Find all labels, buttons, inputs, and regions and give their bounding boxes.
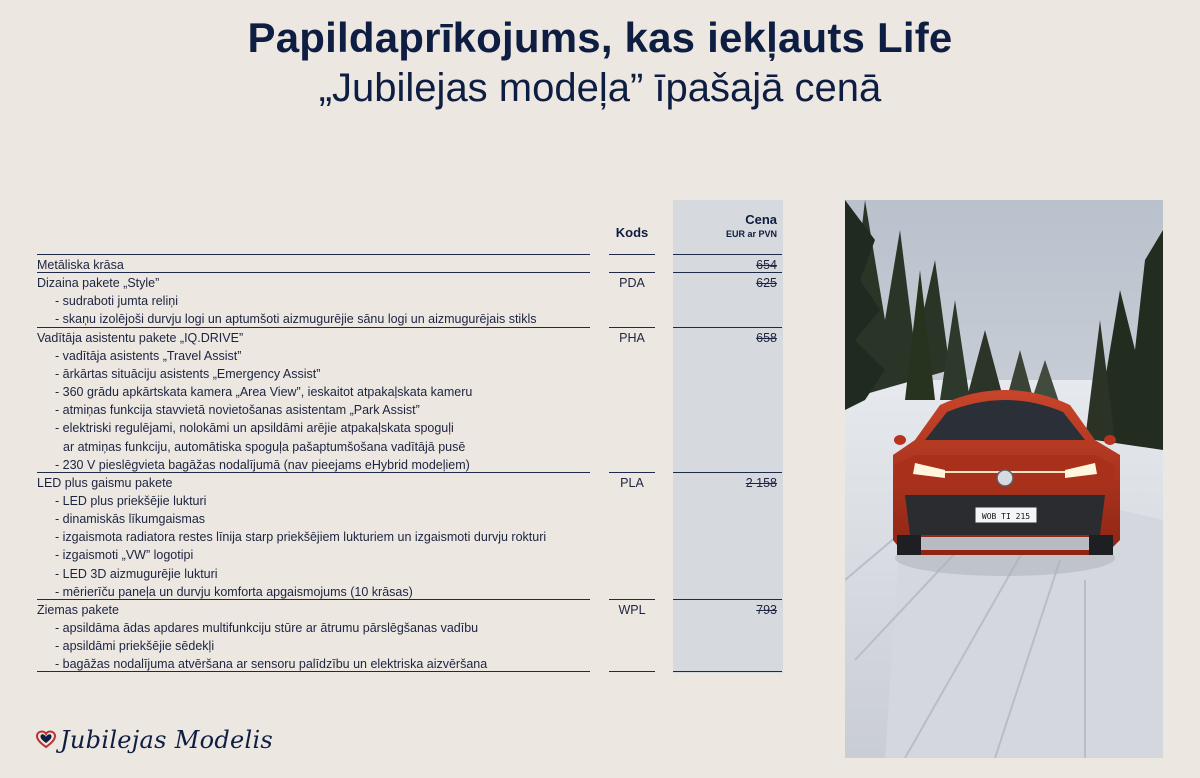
price-divider (673, 254, 782, 255)
option-item-row: - ārkārtas situāciju asistents „Emergency Assist” (55, 366, 321, 381)
price-divider (673, 671, 782, 672)
logo-text: Jubilejas Modelis (60, 726, 274, 754)
option-package-row: Vadītāja asistentu pakete „IQ.DRIVE” (37, 330, 244, 345)
code-divider (609, 254, 655, 255)
page-subtitle: „Jubilejas modeļa” īpašajā cenā (318, 66, 882, 110)
option-package-row: Ziemas pakete (37, 602, 119, 617)
option-price: 625 (756, 276, 777, 291)
option-item-row: - LED 3D aizmugurējie lukturi (55, 566, 218, 581)
option-item-row: - apsildāma ādas apdares multifunkciju stūre ar ātrumu pārslēgšanas vadību (55, 621, 479, 635)
option-item-row: - atmiņas funkcija stavvietā novietošanas asistentam „Park Assist” (55, 403, 420, 418)
code-column-header: Kods (615, 225, 649, 240)
jubilejas-modelis-logo (36, 720, 273, 760)
option-package-row: Dizaina pakete „Style” (37, 276, 160, 291)
heart-icon (36, 730, 56, 750)
option-code: WPL (618, 602, 646, 617)
page-title: Papildaprīkojums, kas iekļauts Life (247, 14, 953, 61)
option-item-row: - 230 V pieslēgvieta bagāžas nodalījumā (nav pieejams eHybrid modeļiem) (55, 457, 470, 472)
option-price: 654 (756, 258, 777, 272)
price-divider (673, 472, 782, 473)
table-divider (37, 254, 590, 255)
price-divider (673, 599, 782, 600)
license-plate-text: WOB TI 215 (981, 512, 1031, 521)
option-item-row: - sudraboti jumta reliņi (55, 294, 178, 309)
option-item-row: - izgaismoti „VW” logotipi (55, 548, 194, 563)
option-package-row: LED plus gaismu pakete (37, 475, 173, 490)
car-photo (845, 200, 1163, 758)
option-price: 793 (756, 602, 777, 617)
price-header-label: Cena (745, 212, 777, 227)
option-item-row: - elektriski regulējami, nolokāmi un apsildāmi arējie atpakaļskata spoguļi (55, 421, 454, 436)
table-divider (37, 472, 590, 473)
option-price: 658 (756, 330, 777, 345)
price-divider (673, 272, 782, 273)
option-item-row: - LED plus priekšējie lukturi (55, 493, 207, 508)
price-column-header (673, 213, 777, 241)
option-code: PLA (620, 475, 644, 490)
price-divider (673, 327, 782, 328)
option-item-row: - apsildāmi priekšējie sēdekļi (55, 639, 215, 654)
code-divider (609, 272, 655, 273)
option-item-row: - bagāžas nodalījuma atvēršana ar sensoru palīdzību un elektriska aizvēršana (55, 657, 488, 672)
code-divider (609, 472, 655, 473)
table-divider (37, 327, 590, 328)
code-divider (609, 599, 655, 600)
option-item-row: - skaņu izolējoši durvju logi un aptumšoti aizmugurējie sānu logi un aizmugurējais stikls (55, 312, 537, 327)
price-header-unit: EUR ar PVN (725, 229, 777, 239)
code-divider (609, 671, 655, 672)
table-divider (37, 671, 590, 672)
option-package-row: Metāliska krāsa (37, 258, 124, 272)
option-item-row: - izgaismota radiatora restes līnija starp priekšējiem lukturiem un izgaismoti durvju rokturi (55, 530, 547, 545)
option-item-row: - dinamiskās līkumgaismas (55, 512, 206, 527)
option-item-row: ar atmiņas funkciju, automātiska spoguļa pašaptumšošana vadītājā pusē (63, 439, 466, 454)
option-item-row: - 360 grādu apkārtskata kamera „Area View”, ieskaitot atpakaļskata kameru (55, 385, 473, 400)
table-divider (37, 272, 590, 273)
option-code: PDA (619, 276, 645, 291)
table-divider (37, 599, 590, 600)
code-divider (609, 327, 655, 328)
option-price: 2 158 (745, 475, 777, 490)
option-code: PHA (619, 330, 645, 345)
option-item-row: - mērierīču paneļa un durvju komforta apgaismojums (10 krāsas) (55, 584, 413, 599)
option-item-row: - vadītāja asistents „Travel Assist” (55, 348, 242, 363)
